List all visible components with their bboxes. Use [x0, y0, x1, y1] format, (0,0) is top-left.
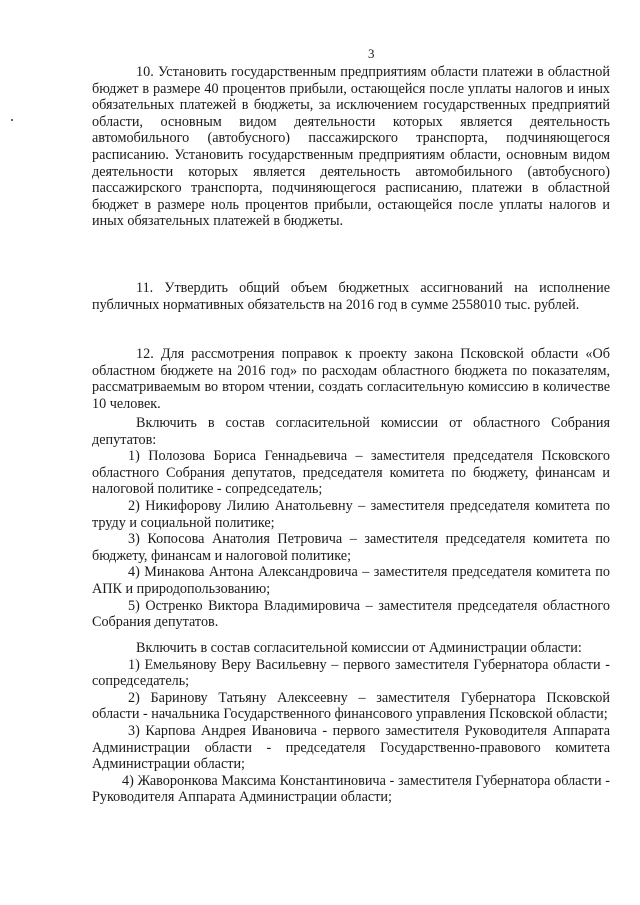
section-10	[92, 64, 610, 230]
section-12-text: 12. Для рассмотрения поправок к проекту закона Псковской области «Об областном бюджете на 2016 год» по расходам областного бюджета по показателям, рассматриваемым во втором чтении, создать согласительную комиссию в количестве 10 человек.	[92, 346, 610, 412]
assembly-member-5: 5) Остренко Виктора Владимировича – заместителя председателя областного Собрания депутатов.	[92, 597, 610, 631]
assembly-commission	[92, 415, 610, 631]
section-10-text: 10. Установить государственным предприятиям области платежи в областной бюджет в размере 40 процентов прибыли, остающейся после уплаты налогов и иных обязательных платежей в бюджеты, за исключением государственных предприятий области, основным видом деятельности которых является деятельность автомобильного (автобусного) пассажирского транспорта, подчиняющегося расписанию. Установить государственным предприятиям области, основным видом деятельности которых является деятельность автомобильного (автобусного) пассажирского транспорта, подчиняющегося расписанию, платежи в областной бюджет в размере ноль процентов прибыли, остающейся после уплаты налогов и иных обязательных платежей в бюджеты.	[92, 64, 610, 230]
assembly-member-1: 1) Полозова Бориса Геннадьевича – заместителя председателя Псковского областного Собрания депутатов, председателя комитета по бюджету, финансам и налоговой политике - сопредседатель;	[92, 448, 610, 498]
assembly-member-2: 2) Никифорову Лилию Анатольевну – заместителя председателя комитета по труду и социальной политике;	[92, 497, 610, 531]
assembly-member-4: 4) Минакова Антона Александровича – заместителя председателя комитета по АПК и природопользованию;	[92, 564, 610, 597]
admin-member-2: 2) Баринову Татьяну Алексеевну – заместителя Губернатора Псковской области - начальника Государственного финансового управления Псковской области;	[92, 689, 610, 723]
admin-commission	[92, 640, 610, 806]
admin-member-1: 1) Емельянову Веру Васильевну – первого заместителя Губернатора области - сопредседатель;	[92, 656, 610, 690]
section-11	[92, 280, 610, 313]
margin-dot	[11, 119, 13, 121]
page-number: 3	[368, 46, 375, 61]
section-12	[92, 346, 610, 412]
admin-intro: Включить в состав согласительной комиссии от Администрации области:	[136, 640, 582, 656]
admin-member-4: 4) Жаворонкова Максима Константиновича - заместителя Губернатора области - Руководителя Аппарата Администрации области;	[92, 772, 610, 806]
assembly-member-3: 3) Копосова Анатолия Петровича – заместителя председателя комитета по бюджету, финансам и налоговой политике;	[92, 531, 610, 564]
admin-member-3: 3) Карпова Андрея Ивановича - первого заместителя Руководителя Аппарата Администрации области - председателя Государственно-правового комитета Администрации области;	[92, 722, 610, 773]
assembly-intro: Включить в состав согласительной комиссии от областного Собрания депутатов:	[92, 415, 610, 448]
section-11-text: 11. Утвердить общий объем бюджетных ассигнований на исполнение публичных нормативных обязательств на 2016 год в сумме 2558010 тыс. рублей.	[92, 280, 610, 313]
